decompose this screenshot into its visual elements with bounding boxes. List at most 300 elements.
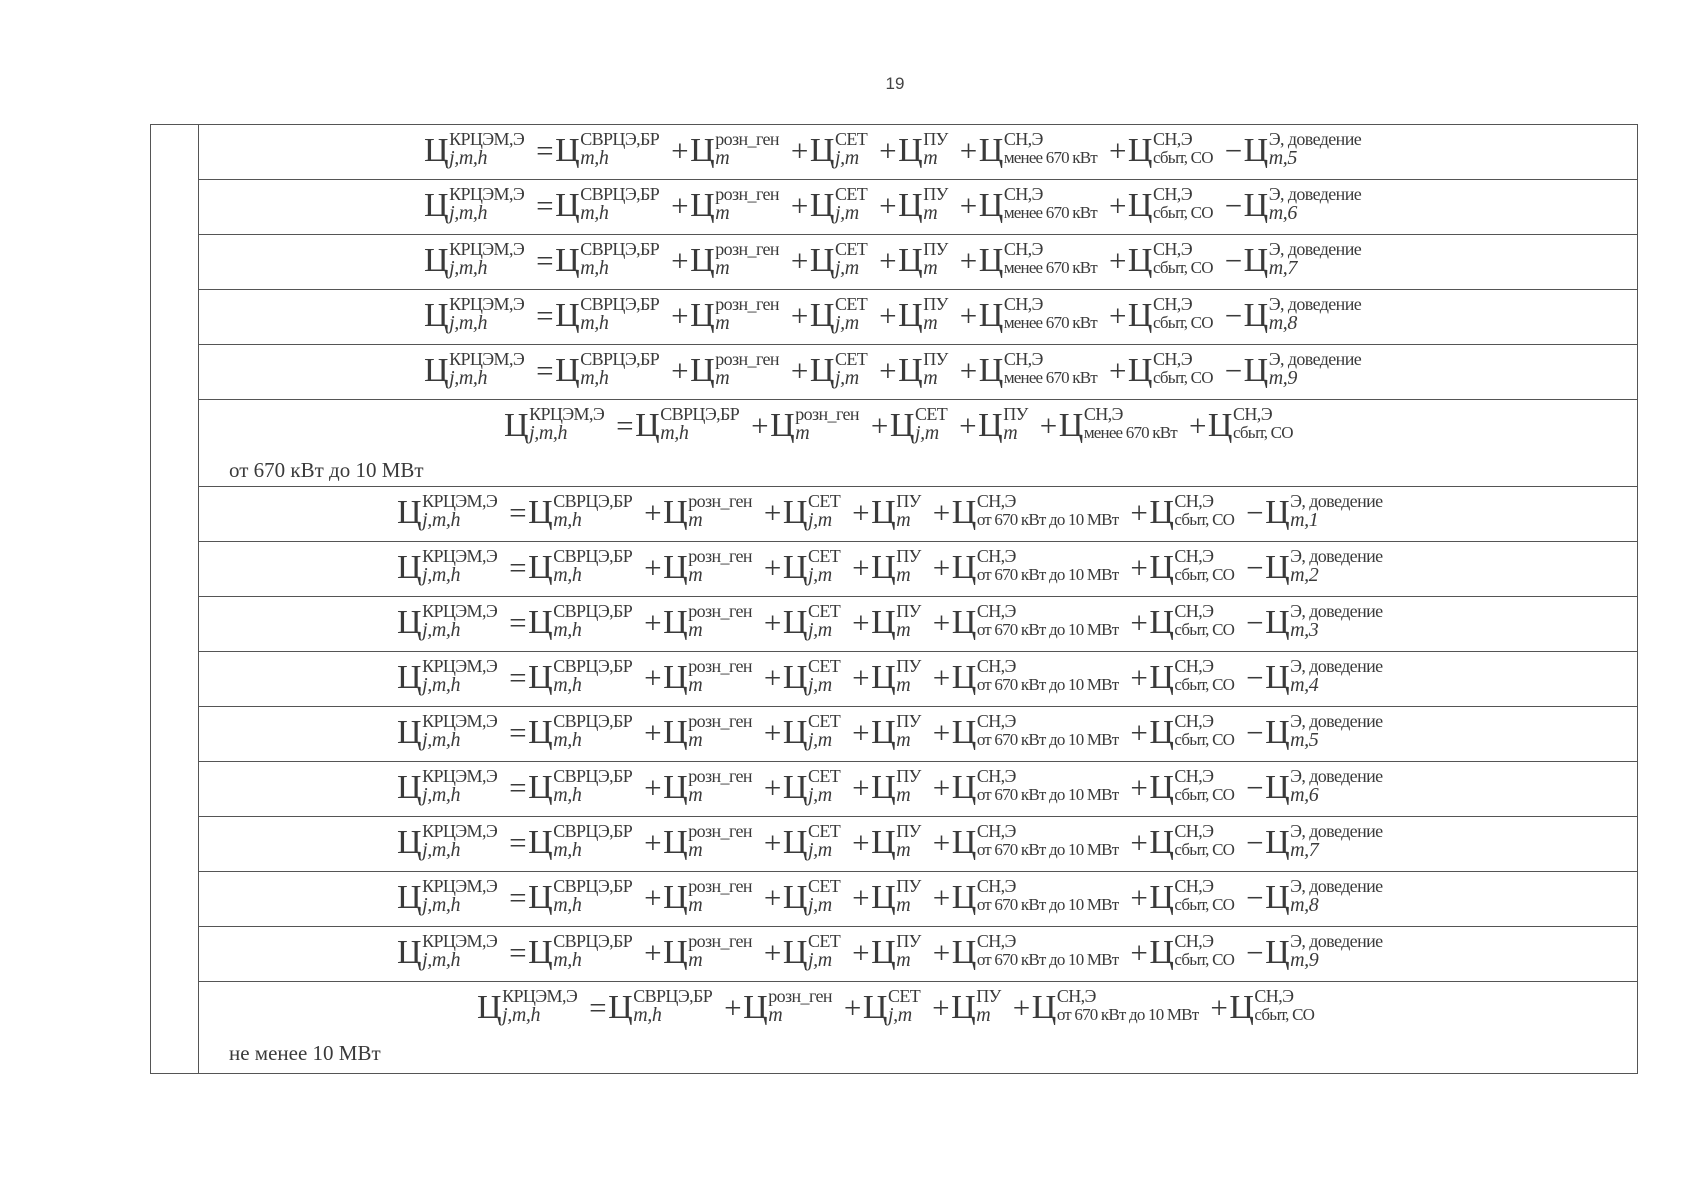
scripts: [808, 766, 840, 805]
operator: +: [1108, 188, 1126, 223]
subscript: m,h: [553, 619, 582, 641]
operator: =: [589, 990, 607, 1025]
symbol: Ц: [397, 549, 422, 586]
formula-row: [199, 487, 1637, 542]
subscript: j,m,h: [529, 422, 568, 444]
term-sn: [933, 546, 1119, 590]
subscript: j,m,h: [422, 564, 461, 586]
subscript: m,8: [1290, 894, 1319, 916]
operator: =: [616, 408, 634, 443]
superscript: КРЦЭМ,Э: [422, 601, 498, 621]
symbol: Ц: [871, 604, 896, 641]
term-2: [791, 239, 867, 283]
term-1: [671, 349, 779, 393]
superscript: КРЦЭМ,Э: [502, 986, 578, 1006]
superscript: розн_ген: [688, 601, 752, 621]
subscript: сбыт, СО: [1152, 203, 1213, 222]
subscript: сбыт, СО: [1174, 730, 1235, 749]
subscript: m,6: [1268, 202, 1297, 224]
symbol: Ц: [528, 824, 553, 861]
subscript: m: [923, 147, 938, 169]
scripts: [553, 711, 632, 750]
symbol: Ц: [1127, 352, 1152, 389]
subscript: сбыт, СО: [1152, 258, 1213, 277]
superscript: СЕТ: [807, 711, 841, 731]
subscript: m,h: [553, 839, 582, 861]
symbol: Ц: [871, 659, 896, 696]
operator: +: [932, 495, 950, 530]
scripts: [1004, 184, 1097, 223]
term-2: [764, 656, 840, 700]
operator: +: [1210, 990, 1228, 1025]
symbol: Ц: [608, 989, 633, 1026]
term-dovedenie: [1246, 656, 1382, 700]
scripts: [529, 404, 604, 443]
formula: [397, 766, 1383, 810]
formula-row: [199, 927, 1637, 982]
superscript: розн_ген: [688, 491, 752, 511]
superscript: Э, доведение: [1290, 491, 1383, 511]
term-1: [644, 711, 752, 755]
superscript: СН,Э: [1174, 546, 1214, 566]
subscript: m,4: [1290, 674, 1319, 696]
symbol: Ц: [1149, 659, 1174, 696]
superscript: СН,Э: [1152, 129, 1192, 149]
subscript: m: [688, 564, 703, 586]
superscript: ПУ: [896, 491, 921, 511]
scripts: [580, 184, 659, 223]
operator: −: [1224, 188, 1242, 223]
scripts: [580, 239, 659, 278]
formula-row: [199, 597, 1637, 652]
term-sbyt: [1109, 239, 1213, 283]
symbol: Ц: [1127, 242, 1152, 279]
symbol: Ц: [1265, 769, 1290, 806]
formula: [424, 184, 1361, 228]
formula: [477, 986, 1314, 1030]
operator: +: [959, 408, 977, 443]
formula: [397, 821, 1383, 865]
term-0: [536, 239, 659, 283]
scripts: [633, 986, 712, 1025]
operator: +: [879, 353, 897, 388]
lhs-term: [424, 239, 524, 283]
subscript: от 670 кВт до 10 МВт: [976, 620, 1119, 639]
formula-row: [199, 652, 1637, 707]
symbol: Ц: [743, 989, 768, 1026]
scripts: [449, 129, 524, 168]
superscript: Э, доведение: [1290, 711, 1383, 731]
subscript: m: [896, 509, 911, 531]
scripts: [688, 601, 752, 640]
symbol: Ц: [424, 297, 449, 334]
superscript: розн_ген: [715, 239, 779, 259]
operator: −: [1224, 298, 1242, 333]
scripts: [923, 349, 948, 388]
operator: −: [1246, 550, 1264, 585]
superscript: СН,Э: [1152, 184, 1192, 204]
term-sbyt: [1109, 184, 1213, 228]
symbol: Ц: [1149, 714, 1174, 751]
subscript: m: [715, 312, 730, 334]
superscript: СВРЦЭ,БР: [553, 821, 633, 841]
term-sbyt: [1109, 294, 1213, 338]
formula-row: [199, 817, 1637, 872]
scripts: [688, 766, 752, 805]
term-sbyt: [1130, 601, 1234, 645]
subscript: j,m: [807, 729, 832, 751]
symbol: Ц: [782, 824, 807, 861]
term-3: [852, 876, 921, 920]
term-1: [671, 184, 779, 228]
section-label-text: от 670 кВт до 10 МВт: [229, 458, 424, 482]
superscript: СН,Э: [1174, 821, 1214, 841]
symbol: Ц: [782, 879, 807, 916]
term-1: [671, 129, 779, 173]
superscript: СН,Э: [1174, 656, 1214, 676]
term-sn: [960, 184, 1097, 228]
symbol: Ц: [397, 714, 422, 751]
symbol: Ц: [555, 297, 580, 334]
scripts: [1153, 129, 1213, 168]
scripts: [1290, 601, 1382, 640]
scripts: [896, 546, 921, 585]
superscript: КРЦЭМ,Э: [422, 876, 498, 896]
superscript: СН,Э: [1232, 404, 1272, 424]
term-0: [509, 546, 632, 590]
scripts: [835, 129, 867, 168]
formula: [397, 931, 1383, 975]
superscript: КРЦЭМ,Э: [449, 239, 525, 259]
term-1: [644, 931, 752, 975]
subscript: сбыт, СО: [1174, 510, 1235, 529]
subscript: j,m,h: [502, 1004, 541, 1026]
term-3: [879, 239, 948, 283]
symbol: Ц: [1149, 879, 1174, 916]
term-0: [509, 766, 632, 810]
term-sbyt: [1130, 931, 1234, 975]
symbol: Ц: [809, 297, 834, 334]
operator: +: [852, 605, 870, 640]
superscript: КРЦЭМ,Э: [422, 766, 498, 786]
term-1: [671, 239, 779, 283]
subscript: m,7: [1290, 839, 1319, 861]
term-dovedenie: [1225, 349, 1361, 393]
superscript: ПУ: [923, 239, 948, 259]
subscript: j,m,h: [422, 619, 461, 641]
term-0: [509, 491, 632, 535]
operator: +: [1130, 715, 1148, 750]
superscript: ПУ: [896, 766, 921, 786]
formula: [424, 294, 1361, 338]
scripts: [715, 129, 779, 168]
operator: +: [644, 880, 662, 915]
superscript: Э, доведение: [1268, 184, 1362, 204]
scripts: [688, 876, 752, 915]
scripts: [923, 239, 948, 278]
term-3: [852, 491, 921, 535]
term-2: [791, 349, 867, 393]
symbol: Ц: [809, 187, 834, 224]
term-sn: [933, 931, 1119, 975]
operator: +: [671, 243, 689, 278]
symbol: Ц: [663, 494, 688, 531]
operator: +: [959, 133, 977, 168]
term-1: [644, 766, 752, 810]
scripts: [580, 129, 659, 168]
symbol: Ц: [1229, 989, 1254, 1026]
subscript: j,m,h: [422, 674, 461, 696]
operator: +: [724, 990, 742, 1025]
superscript: ПУ: [896, 931, 921, 951]
superscript: СН,Э: [1174, 876, 1214, 896]
lhs-term: [424, 184, 524, 228]
operator: −: [1246, 605, 1264, 640]
scripts: [977, 876, 1119, 915]
symbol: Ц: [951, 659, 976, 696]
scripts: [660, 404, 739, 443]
subscript: m,2: [1290, 564, 1319, 586]
subscript: m: [688, 784, 703, 806]
scripts: [1174, 601, 1234, 640]
scripts: [835, 349, 867, 388]
term-0: [509, 931, 632, 975]
scripts: [1174, 876, 1234, 915]
formula-row: [199, 762, 1637, 817]
symbol: Ц: [555, 132, 580, 169]
operator: =: [509, 550, 527, 585]
operator: +: [1130, 880, 1148, 915]
lhs-term: [397, 766, 497, 810]
symbol: Ц: [951, 494, 976, 531]
operator: +: [959, 298, 977, 333]
symbol: Ц: [690, 132, 715, 169]
symbol: Ц: [1149, 934, 1174, 971]
subscript: j,m: [887, 1004, 912, 1026]
superscript: СВРЦЭ,БР: [553, 546, 633, 566]
operator: =: [536, 243, 554, 278]
scripts: [977, 546, 1119, 585]
term-dovedenie: [1246, 766, 1382, 810]
term-2: [871, 404, 947, 448]
scripts: [553, 876, 632, 915]
symbol: Ц: [528, 659, 553, 696]
subscript: j,m,h: [422, 729, 461, 751]
formula: [397, 491, 1383, 535]
superscript: Э, доведение: [1268, 294, 1362, 314]
symbol: Ц: [397, 934, 422, 971]
superscript: ПУ: [923, 294, 948, 314]
scripts: [422, 821, 497, 860]
scripts: [1290, 931, 1382, 970]
formula: [424, 349, 1361, 393]
symbol: Ц: [424, 242, 449, 279]
scripts: [1269, 294, 1361, 333]
operator: +: [1108, 243, 1126, 278]
symbol: Ц: [898, 187, 923, 224]
formula: [397, 876, 1383, 920]
symbol: Ц: [782, 934, 807, 971]
symbol: Ц: [1265, 549, 1290, 586]
subscript: j,m,h: [422, 894, 461, 916]
superscript: СН,Э: [1056, 986, 1096, 1006]
operator: +: [790, 353, 808, 388]
term-dovedenie: [1246, 876, 1382, 920]
term-sbyt: [1109, 349, 1213, 393]
formula-row: [199, 872, 1637, 927]
scripts: [688, 711, 752, 750]
symbol: Ц: [690, 242, 715, 279]
operator: +: [763, 935, 781, 970]
operator: =: [536, 353, 554, 388]
operator: =: [509, 935, 527, 970]
superscript: СВРЦЭ,БР: [580, 184, 660, 204]
superscript: СН,Э: [1152, 294, 1192, 314]
operator: +: [932, 990, 950, 1025]
superscript: Э, доведение: [1290, 931, 1383, 951]
subscript: m,h: [633, 1004, 662, 1026]
superscript: СН,Э: [976, 931, 1016, 951]
term-3: [852, 546, 921, 590]
superscript: розн_ген: [715, 294, 779, 314]
formula: [504, 404, 1293, 448]
superscript: СВРЦЭ,БР: [553, 931, 633, 951]
superscript: розн_ген: [795, 404, 859, 424]
superscript: СЕТ: [834, 349, 868, 369]
operator: +: [790, 298, 808, 333]
subscript: m,7: [1268, 257, 1297, 279]
term-dovedenie: [1225, 239, 1361, 283]
scripts: [896, 491, 921, 530]
symbol: Ц: [898, 242, 923, 279]
superscript: СН,Э: [1174, 601, 1214, 621]
operator: +: [852, 880, 870, 915]
operator: +: [852, 660, 870, 695]
superscript: ПУ: [976, 986, 1001, 1006]
scripts: [553, 821, 632, 860]
symbol: Ц: [1149, 604, 1174, 641]
operator: +: [644, 660, 662, 695]
superscript: СН,Э: [976, 491, 1016, 511]
subscript: j,m: [914, 422, 939, 444]
subscript: сбыт, СО: [1174, 675, 1235, 694]
scripts: [977, 766, 1119, 805]
term-2: [764, 931, 840, 975]
scripts: [688, 656, 752, 695]
scripts: [1290, 546, 1382, 585]
operator: +: [870, 408, 888, 443]
superscript: СВРЦЭ,БР: [580, 349, 660, 369]
subscript: m: [688, 949, 703, 971]
scripts: [896, 876, 921, 915]
superscript: СН,Э: [1003, 239, 1043, 259]
subscript: менее 670 кВт: [1003, 313, 1097, 332]
symbol: Ц: [504, 407, 529, 444]
scripts: [1153, 239, 1213, 278]
operator: −: [1246, 880, 1264, 915]
scripts: [553, 491, 632, 530]
operator: =: [536, 133, 554, 168]
term-sn: [1040, 404, 1177, 448]
subscript: m: [715, 147, 730, 169]
operator: +: [763, 605, 781, 640]
subscript: m: [715, 367, 730, 389]
subscript: j,m: [834, 202, 859, 224]
superscript: СВРЦЭ,БР: [553, 766, 633, 786]
subscript: менее 670 кВт: [1003, 258, 1097, 277]
subscript: j,m,h: [422, 839, 461, 861]
symbol: Ц: [528, 494, 553, 531]
symbol: Ц: [528, 879, 553, 916]
operator: +: [671, 298, 689, 333]
operator: +: [763, 550, 781, 585]
term-1: [644, 601, 752, 645]
subscript: от 670 кВт до 10 МВт: [976, 730, 1119, 749]
subscript: m,h: [580, 257, 609, 279]
operator: +: [1188, 408, 1206, 443]
scripts: [923, 129, 948, 168]
scripts: [715, 184, 779, 223]
scripts: [923, 184, 948, 223]
operator: +: [1039, 408, 1057, 443]
term-sn: [960, 349, 1097, 393]
subscript: m,h: [580, 202, 609, 224]
superscript: розн_ген: [688, 876, 752, 896]
scripts: [808, 876, 840, 915]
subscript: m: [896, 564, 911, 586]
symbol: Ц: [1265, 714, 1290, 751]
formula-row: [199, 235, 1637, 290]
subscript: m: [768, 1004, 783, 1026]
superscript: ПУ: [896, 821, 921, 841]
subscript: от 670 кВт до 10 МВт: [976, 565, 1119, 584]
symbol: Ц: [663, 604, 688, 641]
superscript: розн_ген: [768, 986, 832, 1006]
lhs-term: [397, 821, 497, 865]
term-dovedenie: [1225, 129, 1361, 173]
scripts: [422, 656, 497, 695]
term-1: [751, 404, 859, 448]
subscript: j,m: [807, 509, 832, 531]
scripts: [977, 491, 1119, 530]
lhs-term: [397, 711, 497, 755]
symbol: Ц: [951, 879, 976, 916]
operator: −: [1246, 660, 1264, 695]
operator: −: [1224, 243, 1242, 278]
scripts: [688, 546, 752, 585]
operator: +: [1130, 660, 1148, 695]
symbol: Ц: [690, 187, 715, 224]
scripts: [808, 711, 840, 750]
operator: +: [1130, 550, 1148, 585]
superscript: СН,Э: [1254, 986, 1294, 1006]
subscript: сбыт, СО: [1174, 565, 1235, 584]
superscript: розн_ген: [688, 656, 752, 676]
term-2: [764, 821, 840, 865]
formula: [397, 601, 1383, 645]
scripts: [835, 184, 867, 223]
scripts: [422, 491, 497, 530]
symbol: Ц: [663, 659, 688, 696]
superscript: СЕТ: [807, 876, 841, 896]
operator: +: [1130, 935, 1148, 970]
term-3: [852, 656, 921, 700]
subscript: m,9: [1290, 949, 1319, 971]
term-dovedenie: [1246, 931, 1382, 975]
term-sn: [933, 491, 1119, 535]
operator: +: [879, 133, 897, 168]
scripts: [896, 711, 921, 750]
